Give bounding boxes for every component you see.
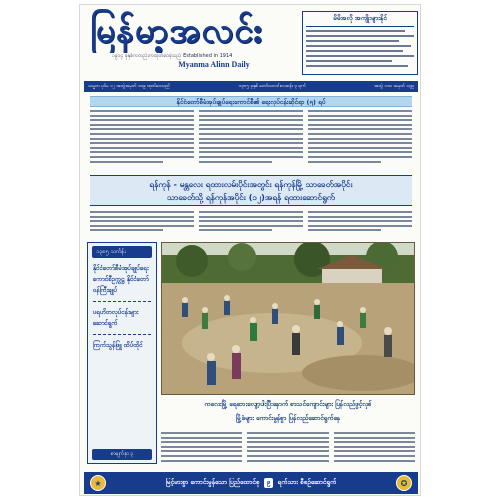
person bbox=[272, 309, 278, 324]
footer-text-before: မြင့်မားစွာ ကောင်းမွန်သော ပြည်ထောင်စု bbox=[165, 478, 260, 486]
sidebar-story-2[interactable]: ပရဟိတလုပ်ငန်းများ ဆောင်ရွက် bbox=[93, 309, 139, 327]
text-line bbox=[308, 147, 412, 149]
text-column bbox=[199, 109, 303, 171]
text-line bbox=[199, 110, 303, 112]
footer-banner bbox=[84, 472, 418, 494]
text-column bbox=[199, 210, 303, 236]
inbox-heading: မိမိအလို အကျိုးများနိုင် bbox=[306, 14, 414, 27]
text-line bbox=[308, 110, 412, 112]
text-line bbox=[306, 55, 414, 57]
masthead-inbox bbox=[302, 11, 418, 75]
text-line bbox=[199, 138, 303, 140]
masthead bbox=[84, 9, 418, 79]
second-headline-line1: ရန်ကုန် - မန္တလေး ရထားလမ်းပိုင်းအတွင်း ရန်ကုန်မြို့ သာခေတ်အပိုင်း bbox=[149, 179, 353, 189]
text-line bbox=[308, 119, 412, 121]
head bbox=[384, 327, 392, 335]
text-line bbox=[308, 151, 412, 153]
person bbox=[182, 303, 188, 317]
person bbox=[314, 305, 320, 319]
text-line bbox=[161, 432, 242, 434]
text-line bbox=[334, 441, 415, 443]
person bbox=[337, 327, 344, 345]
text-line bbox=[90, 220, 194, 222]
text-line bbox=[247, 446, 328, 448]
text-line bbox=[247, 441, 328, 443]
text-line bbox=[90, 119, 194, 121]
text-line bbox=[90, 151, 194, 153]
text-line bbox=[199, 147, 303, 149]
newspaper-title: မြန်မာ့အလင်း bbox=[90, 11, 263, 51]
text-column bbox=[247, 431, 328, 469]
text-line bbox=[199, 119, 303, 121]
person bbox=[202, 313, 208, 329]
text-line bbox=[306, 35, 414, 37]
flood-cleanup-photo bbox=[161, 242, 415, 395]
person bbox=[224, 301, 230, 315]
head bbox=[182, 297, 188, 303]
text-line bbox=[199, 211, 303, 213]
divider bbox=[93, 301, 151, 302]
text-line bbox=[247, 432, 328, 434]
text-line bbox=[306, 30, 405, 32]
text-line bbox=[199, 161, 272, 163]
text-line bbox=[247, 460, 328, 462]
sidebar-box bbox=[87, 242, 157, 464]
footer-number: ၉ bbox=[264, 478, 274, 488]
text-column bbox=[161, 431, 242, 469]
text-line bbox=[161, 450, 242, 452]
text-line bbox=[199, 156, 303, 158]
head bbox=[224, 295, 230, 301]
dateline-right: အတွဲ ၁၁၀ အမှတ် ၁၃၉ bbox=[374, 84, 414, 89]
text-column bbox=[90, 210, 194, 236]
text-column bbox=[334, 431, 415, 469]
second-headline[interactable] bbox=[90, 175, 412, 206]
head bbox=[202, 307, 208, 313]
head bbox=[272, 303, 278, 309]
head bbox=[314, 299, 320, 305]
photo-story-body bbox=[161, 431, 415, 469]
text-line bbox=[90, 229, 163, 231]
text-line bbox=[199, 229, 272, 231]
photo-illustration bbox=[162, 243, 415, 395]
text-line bbox=[90, 225, 194, 227]
head bbox=[337, 321, 343, 327]
text-line bbox=[308, 138, 412, 140]
person bbox=[384, 335, 392, 357]
text-line bbox=[90, 138, 194, 140]
head bbox=[232, 345, 240, 353]
text-line bbox=[90, 156, 194, 158]
divider bbox=[93, 334, 151, 335]
person bbox=[207, 361, 216, 385]
tree bbox=[176, 245, 208, 277]
caption-line2: မြို့ခံများ ကောင်းမွန်စွာ ပြန်လည်ဆောင်ရွက်နေ bbox=[235, 415, 341, 422]
text-line bbox=[334, 432, 415, 434]
text-line bbox=[199, 216, 303, 218]
star-emblem-icon: ★ bbox=[90, 475, 106, 491]
person bbox=[250, 323, 257, 341]
text-line bbox=[199, 115, 303, 117]
lead-story-banner[interactable]: နိုင်ငံတော်စီမံအုပ်ချုပ်ရေးကောင်စီ၏ ရေးလုပ်ငန်းဆိုင်ရာ (၅) ရပ် bbox=[90, 96, 412, 107]
text-line bbox=[90, 216, 194, 218]
text-line bbox=[308, 124, 412, 126]
text-line bbox=[90, 147, 194, 149]
text-line bbox=[308, 142, 412, 144]
english-name: Myanma Alinn Daily bbox=[178, 60, 250, 69]
text-line bbox=[90, 211, 194, 213]
text-column bbox=[308, 210, 412, 236]
text-line bbox=[90, 142, 194, 144]
text-line bbox=[308, 128, 412, 130]
text-line bbox=[306, 60, 392, 62]
text-line bbox=[90, 128, 194, 130]
text-line bbox=[308, 156, 412, 158]
sidebar-story-1[interactable]: နိုင်ငံတော်စီမံအုပ်ချုပ်ရေးကောင်စီဥက္ကဋ္ဌ နိုင်ငံတော်ဝန်ကြီးချုပ် bbox=[93, 265, 149, 294]
text-line bbox=[90, 124, 194, 126]
dateline-left: သမ္မတ ပုဒ်မ ၁၂ အတွဲအမှတ် ၁၀၉ ထုတ်ဝေသည် bbox=[88, 84, 170, 89]
person bbox=[360, 313, 366, 328]
text-line bbox=[306, 65, 408, 67]
text-line bbox=[161, 446, 242, 448]
text-line bbox=[306, 40, 399, 42]
text-line bbox=[199, 133, 303, 135]
text-line bbox=[308, 161, 381, 163]
head bbox=[250, 317, 256, 323]
text-column bbox=[90, 109, 194, 171]
text-line bbox=[247, 437, 328, 439]
text-line bbox=[334, 460, 415, 462]
text-line bbox=[90, 161, 163, 163]
text-line bbox=[90, 110, 194, 112]
dateline-bar bbox=[84, 81, 418, 92]
photo-caption bbox=[161, 398, 415, 428]
text-line bbox=[308, 216, 412, 218]
sidebar-story-3[interactable]: ကြက်သွန်ဖြူ ထိပ်ထိုင် bbox=[93, 342, 143, 349]
text-line bbox=[247, 450, 328, 452]
lead-story-body bbox=[90, 109, 412, 171]
text-line bbox=[334, 437, 415, 439]
text-line bbox=[161, 441, 242, 443]
tree bbox=[228, 243, 256, 271]
text-line bbox=[308, 225, 412, 227]
footer-text-after: ရက်သား စီစဉ်ဆောင်ရွက် bbox=[277, 478, 337, 486]
text-line bbox=[199, 128, 303, 130]
person bbox=[292, 333, 300, 355]
text-line bbox=[306, 50, 403, 52]
text-line bbox=[306, 45, 411, 47]
text-line bbox=[161, 460, 242, 462]
text-line bbox=[90, 133, 194, 135]
newspaper-page bbox=[79, 4, 421, 496]
second-headline-line2: သာခေတ်သို့ ရန်ကုန်အပိုင်း (၁၂)အရန် ရထားဆောင်ရွက် bbox=[167, 192, 335, 202]
text-line bbox=[308, 211, 412, 213]
footer-text bbox=[112, 478, 390, 488]
text-line bbox=[334, 450, 415, 452]
sidebar-tag: ၁၃၈၅ သင်္ကန်း bbox=[92, 246, 152, 258]
head bbox=[360, 307, 366, 313]
text-line bbox=[308, 133, 412, 135]
text-line bbox=[161, 437, 242, 439]
head bbox=[292, 325, 300, 333]
text-line bbox=[308, 229, 381, 231]
established-line: ၁၉၁၄ ခုနှစ်ကတည်းကထုတ်ဝေခဲ့သည် Established in 1914 bbox=[112, 53, 233, 59]
seal-emblem-icon: ✪ bbox=[396, 475, 412, 491]
sidebar-page-ref[interactable]: စာမျက်နှာ ၃ bbox=[92, 449, 152, 460]
text-line bbox=[199, 220, 303, 222]
person bbox=[232, 353, 241, 379]
text-line bbox=[199, 124, 303, 126]
second-story-body bbox=[90, 210, 412, 236]
head bbox=[207, 353, 215, 361]
text-line bbox=[308, 115, 412, 117]
text-column bbox=[308, 109, 412, 171]
text-line bbox=[247, 455, 328, 457]
text-line bbox=[334, 455, 415, 457]
dateline-center: ၁၃၈၅ ခုနှစ် တော်သလင်းလဆန်း ၃ ရက် bbox=[238, 84, 306, 89]
caption-line1: ကလေးမြို့ ရေဘေးလျော့ပါးပြီးနောက် စာသင်ကျောင်းများ ပြန်လည်ဖွင့်လှစ် bbox=[204, 401, 372, 408]
text-line bbox=[199, 142, 303, 144]
text-line bbox=[90, 115, 194, 117]
text-line bbox=[161, 455, 242, 457]
text-line bbox=[199, 151, 303, 153]
text-line bbox=[334, 446, 415, 448]
text-line bbox=[308, 220, 412, 222]
text-line bbox=[199, 225, 303, 227]
